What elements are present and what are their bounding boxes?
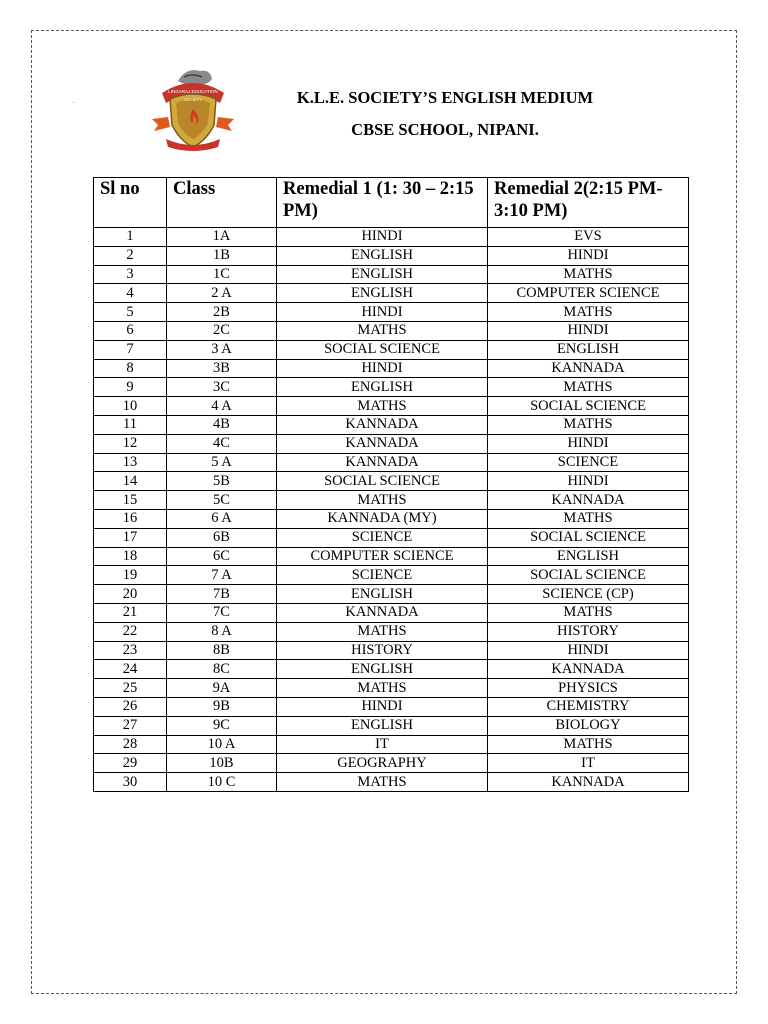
table-row <box>94 378 689 397</box>
table-row <box>94 321 689 340</box>
cell-remedial-1: SCIENCE <box>277 528 488 547</box>
cell-class: 10 A <box>167 735 277 754</box>
table-row <box>94 434 689 453</box>
cell-remedial-1: HINDI <box>277 228 488 247</box>
cell-sl-no: 14 <box>94 472 167 491</box>
cell-class: 2 A <box>167 284 277 303</box>
cell-class: 6 A <box>167 509 277 528</box>
table-row <box>94 509 689 528</box>
cell-sl-no: 26 <box>94 697 167 716</box>
cell-sl-no: 25 <box>94 679 167 698</box>
cell-remedial-1: SCIENCE <box>277 566 488 585</box>
cell-sl-no: 18 <box>94 547 167 566</box>
cell-class: 2B <box>167 303 277 322</box>
table-row <box>94 491 689 510</box>
cell-class: 8C <box>167 660 277 679</box>
cell-sl-no: 24 <box>94 660 167 679</box>
cell-sl-no: 27 <box>94 716 167 735</box>
table-row <box>94 284 689 303</box>
cell-sl-no: 7 <box>94 340 167 359</box>
header-class: Class <box>167 178 277 228</box>
logo-text-bottom: SOCIETY <box>184 97 202 102</box>
cell-remedial-2: KANNADA <box>488 491 689 510</box>
cell-remedial-1: ENGLISH <box>277 378 488 397</box>
cell-sl-no: 13 <box>94 453 167 472</box>
cell-class: 8B <box>167 641 277 660</box>
cell-sl-no: 23 <box>94 641 167 660</box>
cell-sl-no: 30 <box>94 773 167 792</box>
table-row <box>94 679 689 698</box>
cell-class: 10 C <box>167 773 277 792</box>
cell-sl-no: 17 <box>94 528 167 547</box>
cell-remedial-2: MATHS <box>488 415 689 434</box>
cell-remedial-2: MATHS <box>488 265 689 284</box>
remedial-schedule-table <box>93 177 689 792</box>
table-body <box>94 228 689 792</box>
cell-remedial-2: IT <box>488 754 689 773</box>
cell-sl-no: 20 <box>94 585 167 604</box>
cell-remedial-1: MATHS <box>277 773 488 792</box>
cell-remedial-1: ENGLISH <box>277 716 488 735</box>
cell-sl-no: 3 <box>94 265 167 284</box>
school-name-line1: K.L.E. SOCIETY’S ENGLISH MEDIUM <box>296 88 594 107</box>
cell-remedial-2: HINDI <box>488 434 689 453</box>
cell-remedial-2: MATHS <box>488 378 689 397</box>
cell-remedial-1: MATHS <box>277 491 488 510</box>
cell-class: 1B <box>167 246 277 265</box>
cell-remedial-1: HINDI <box>277 359 488 378</box>
cell-remedial-2: HINDI <box>488 641 689 660</box>
cell-class: 9C <box>167 716 277 735</box>
cell-class: 5B <box>167 472 277 491</box>
table-row <box>94 246 689 265</box>
cell-remedial-1: HISTORY <box>277 641 488 660</box>
cell-sl-no: 16 <box>94 509 167 528</box>
cell-remedial-2: SOCIAL SCIENCE <box>488 397 689 416</box>
cell-class: 7C <box>167 603 277 622</box>
cell-remedial-2: HINDI <box>488 321 689 340</box>
table-row <box>94 622 689 641</box>
table-row <box>94 359 689 378</box>
cell-remedial-2: SCIENCE (CP) <box>488 585 689 604</box>
school-logo <box>148 63 238 155</box>
cell-class: 8 A <box>167 622 277 641</box>
cell-remedial-1: MATHS <box>277 679 488 698</box>
cell-sl-no: 12 <box>94 434 167 453</box>
cell-class: 4 A <box>167 397 277 416</box>
cell-class: 4B <box>167 415 277 434</box>
cell-remedial-1: MATHS <box>277 622 488 641</box>
header-remedial-1: Remedial 1 (1: 30 – 2:15 PM) <box>277 178 488 228</box>
cell-class: 5C <box>167 491 277 510</box>
cell-class: 2C <box>167 321 277 340</box>
stray-mark: . <box>73 99 75 105</box>
header-remedial-2: Remedial 2(2:15 PM- 3:10 PM) <box>488 178 689 228</box>
cell-remedial-1: SOCIAL SCIENCE <box>277 340 488 359</box>
cell-sl-no: 9 <box>94 378 167 397</box>
table-row <box>94 754 689 773</box>
cell-class: 3C <box>167 378 277 397</box>
cell-class: 4C <box>167 434 277 453</box>
cell-sl-no: 10 <box>94 397 167 416</box>
table-row <box>94 547 689 566</box>
cell-remedial-1: MATHS <box>277 321 488 340</box>
table-row <box>94 472 689 491</box>
cell-remedial-1: ENGLISH <box>277 265 488 284</box>
cell-remedial-2: HINDI <box>488 472 689 491</box>
cell-remedial-2: ENGLISH <box>488 547 689 566</box>
cell-remedial-1: HINDI <box>277 303 488 322</box>
table-row <box>94 265 689 284</box>
cell-sl-no: 6 <box>94 321 167 340</box>
table-header-row <box>94 178 689 228</box>
cell-remedial-2: MATHS <box>488 735 689 754</box>
cell-class: 5 A <box>167 453 277 472</box>
logo-text-top: LINGARAJ EDUCATION <box>168 89 218 94</box>
cell-remedial-2: MATHS <box>488 603 689 622</box>
cell-class: 10B <box>167 754 277 773</box>
cell-remedial-2: MATHS <box>488 303 689 322</box>
cell-remedial-1: ENGLISH <box>277 246 488 265</box>
cell-remedial-2: KANNADA <box>488 660 689 679</box>
cell-remedial-1: ENGLISH <box>277 660 488 679</box>
table-row <box>94 303 689 322</box>
cell-class: 6C <box>167 547 277 566</box>
cell-class: 3 A <box>167 340 277 359</box>
cell-class: 6B <box>167 528 277 547</box>
cell-remedial-2: COMPUTER SCIENCE <box>488 284 689 303</box>
cell-sl-no: 22 <box>94 622 167 641</box>
cell-remedial-2: SCIENCE <box>488 453 689 472</box>
cell-class: 1A <box>167 228 277 247</box>
school-name-line2: CBSE SCHOOL, NIPANI. <box>351 120 539 139</box>
table-row <box>94 716 689 735</box>
cell-class: 9A <box>167 679 277 698</box>
cell-remedial-1: MATHS <box>277 397 488 416</box>
cell-remedial-1: KANNADA <box>277 453 488 472</box>
cell-remedial-1: GEOGRAPHY <box>277 754 488 773</box>
cell-class: 1C <box>167 265 277 284</box>
table-row <box>94 453 689 472</box>
cell-class: 3B <box>167 359 277 378</box>
table-row <box>94 397 689 416</box>
table-row <box>94 660 689 679</box>
cell-sl-no: 8 <box>94 359 167 378</box>
table-row <box>94 340 689 359</box>
cell-remedial-1: COMPUTER SCIENCE <box>277 547 488 566</box>
cell-remedial-2: CHEMISTRY <box>488 697 689 716</box>
cell-sl-no: 21 <box>94 603 167 622</box>
table-row <box>94 528 689 547</box>
cell-sl-no: 5 <box>94 303 167 322</box>
cell-remedial-1: KANNADA <box>277 415 488 434</box>
table-row <box>94 735 689 754</box>
header-sl-no: Sl no <box>94 178 167 228</box>
cell-sl-no: 1 <box>94 228 167 247</box>
cell-remedial-1: ENGLISH <box>277 585 488 604</box>
table-row <box>94 228 689 247</box>
cell-sl-no: 29 <box>94 754 167 773</box>
cell-sl-no: 19 <box>94 566 167 585</box>
cell-class: 9B <box>167 697 277 716</box>
table-row <box>94 415 689 434</box>
cell-remedial-1: KANNADA <box>277 434 488 453</box>
table-row <box>94 585 689 604</box>
table-row <box>94 566 689 585</box>
cell-remedial-2: SOCIAL SCIENCE <box>488 528 689 547</box>
table-row <box>94 603 689 622</box>
table-row <box>94 641 689 660</box>
cell-sl-no: 11 <box>94 415 167 434</box>
cell-remedial-2: SOCIAL SCIENCE <box>488 566 689 585</box>
cell-class: 7 A <box>167 566 277 585</box>
table-row <box>94 697 689 716</box>
cell-sl-no: 28 <box>94 735 167 754</box>
cell-remedial-1: KANNADA <box>277 603 488 622</box>
cell-remedial-2: HISTORY <box>488 622 689 641</box>
cell-remedial-1: IT <box>277 735 488 754</box>
cell-remedial-1: ENGLISH <box>277 284 488 303</box>
cell-class: 7B <box>167 585 277 604</box>
cell-sl-no: 4 <box>94 284 167 303</box>
cell-remedial-2: KANNADA <box>488 359 689 378</box>
cell-remedial-2: MATHS <box>488 509 689 528</box>
table-row <box>94 773 689 792</box>
cell-remedial-1: HINDI <box>277 697 488 716</box>
cell-remedial-2: HINDI <box>488 246 689 265</box>
cell-sl-no: 15 <box>94 491 167 510</box>
cell-remedial-2: ENGLISH <box>488 340 689 359</box>
cell-remedial-1: KANNADA (MY) <box>277 509 488 528</box>
cell-remedial-1: SOCIAL SCIENCE <box>277 472 488 491</box>
cell-remedial-2: KANNADA <box>488 773 689 792</box>
cell-remedial-2: BIOLOGY <box>488 716 689 735</box>
cell-remedial-2: PHYSICS <box>488 679 689 698</box>
cell-sl-no: 2 <box>94 246 167 265</box>
cell-remedial-2: EVS <box>488 228 689 247</box>
